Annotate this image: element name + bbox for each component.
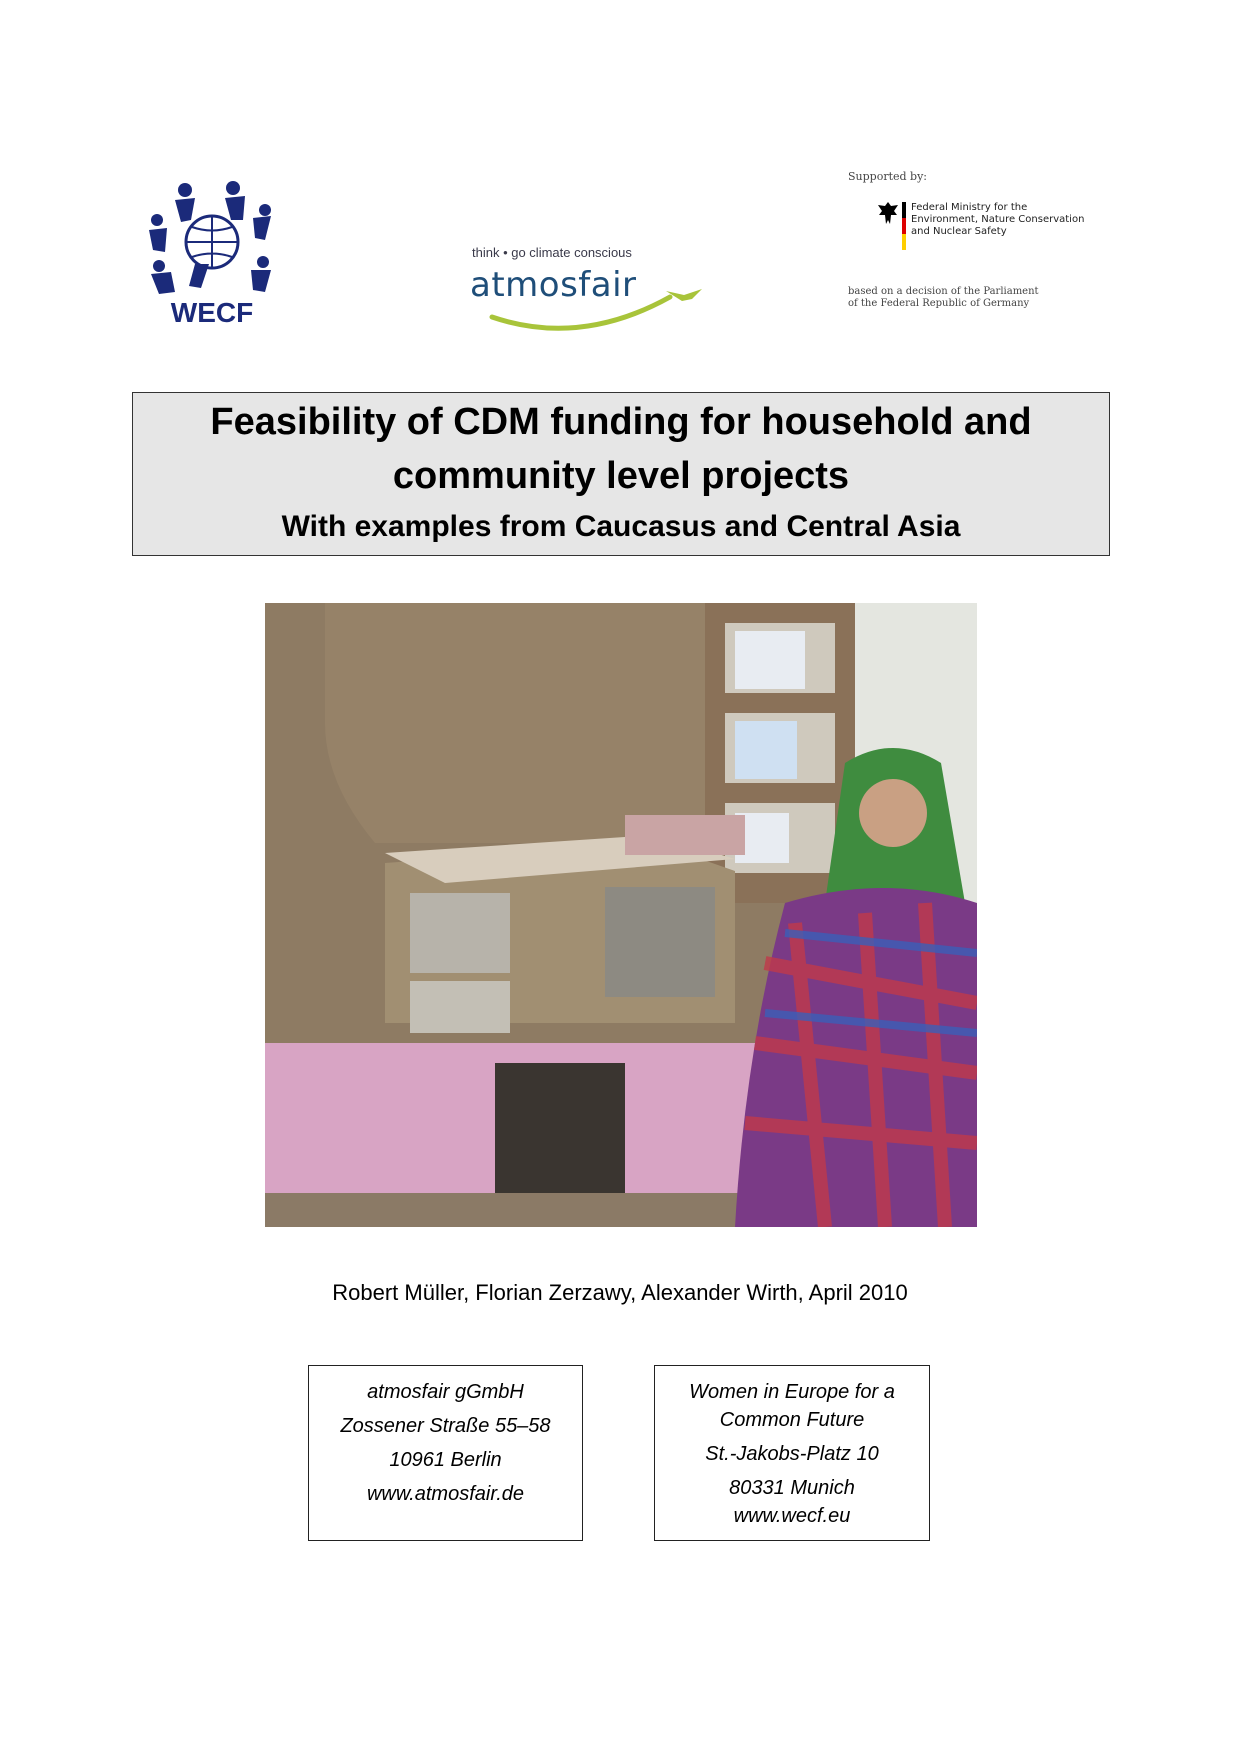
wecf-city: 80331 Munich: [729, 1477, 855, 1499]
document-title: Feasibility of CDM funding for household and community level projects: [210, 401, 1032, 497]
parliament-decision-note: based on a decision of the Parliament of the Federal Republic of Germany: [848, 286, 1039, 309]
supported-by-label: Supported by:: [848, 170, 928, 183]
atmosfair-logo: [470, 245, 720, 335]
atmosfair-tagline: think • go climate conscious: [472, 245, 632, 260]
wecf-website: www.wecf.eu: [733, 1505, 851, 1527]
document-subtitle: With examples from Caucasus and Central Asia: [281, 510, 961, 543]
federal-eagle-icon: [876, 200, 900, 228]
wecf-figures-globe-icon: [145, 180, 280, 330]
title-box: [132, 392, 1110, 556]
atmosfair-city: 10961 Berlin: [389, 1449, 502, 1471]
atmosfair-org-name: atmosfair gGmbH: [367, 1381, 524, 1403]
atmosfair-street: Zossener Straße 55–58: [340, 1415, 551, 1437]
wecf-address-box: [654, 1365, 930, 1541]
authors-line: Robert Müller, Florian Zerzawy, Alexander Wirth, April 2010: [332, 1280, 908, 1305]
stove-and-woman-photo: [265, 603, 977, 1227]
atmosfair-swoosh-icon: [470, 275, 720, 335]
wecf-logo: [145, 180, 280, 330]
wecf-org-name-line1: Women in Europe for a: [689, 1381, 895, 1403]
cover-photo: [265, 603, 977, 1227]
german-flag-stripe: [902, 202, 906, 250]
svg-text:WECF: WECF: [170, 297, 254, 328]
atmosfair-address-box: [308, 1365, 583, 1541]
ministry-name: Federal Ministry for the Environment, Nature Conservation and Nuclear Safety: [911, 202, 1085, 237]
support-block: [848, 170, 1108, 320]
atmosfair-wordmark: atmosfair: [470, 265, 637, 305]
wecf-street: St.-Jakobs-Platz 10: [705, 1443, 879, 1465]
atmosfair-website: www.atmosfair.de: [366, 1483, 525, 1505]
wecf-org-name-line2: Common Future: [719, 1409, 865, 1431]
